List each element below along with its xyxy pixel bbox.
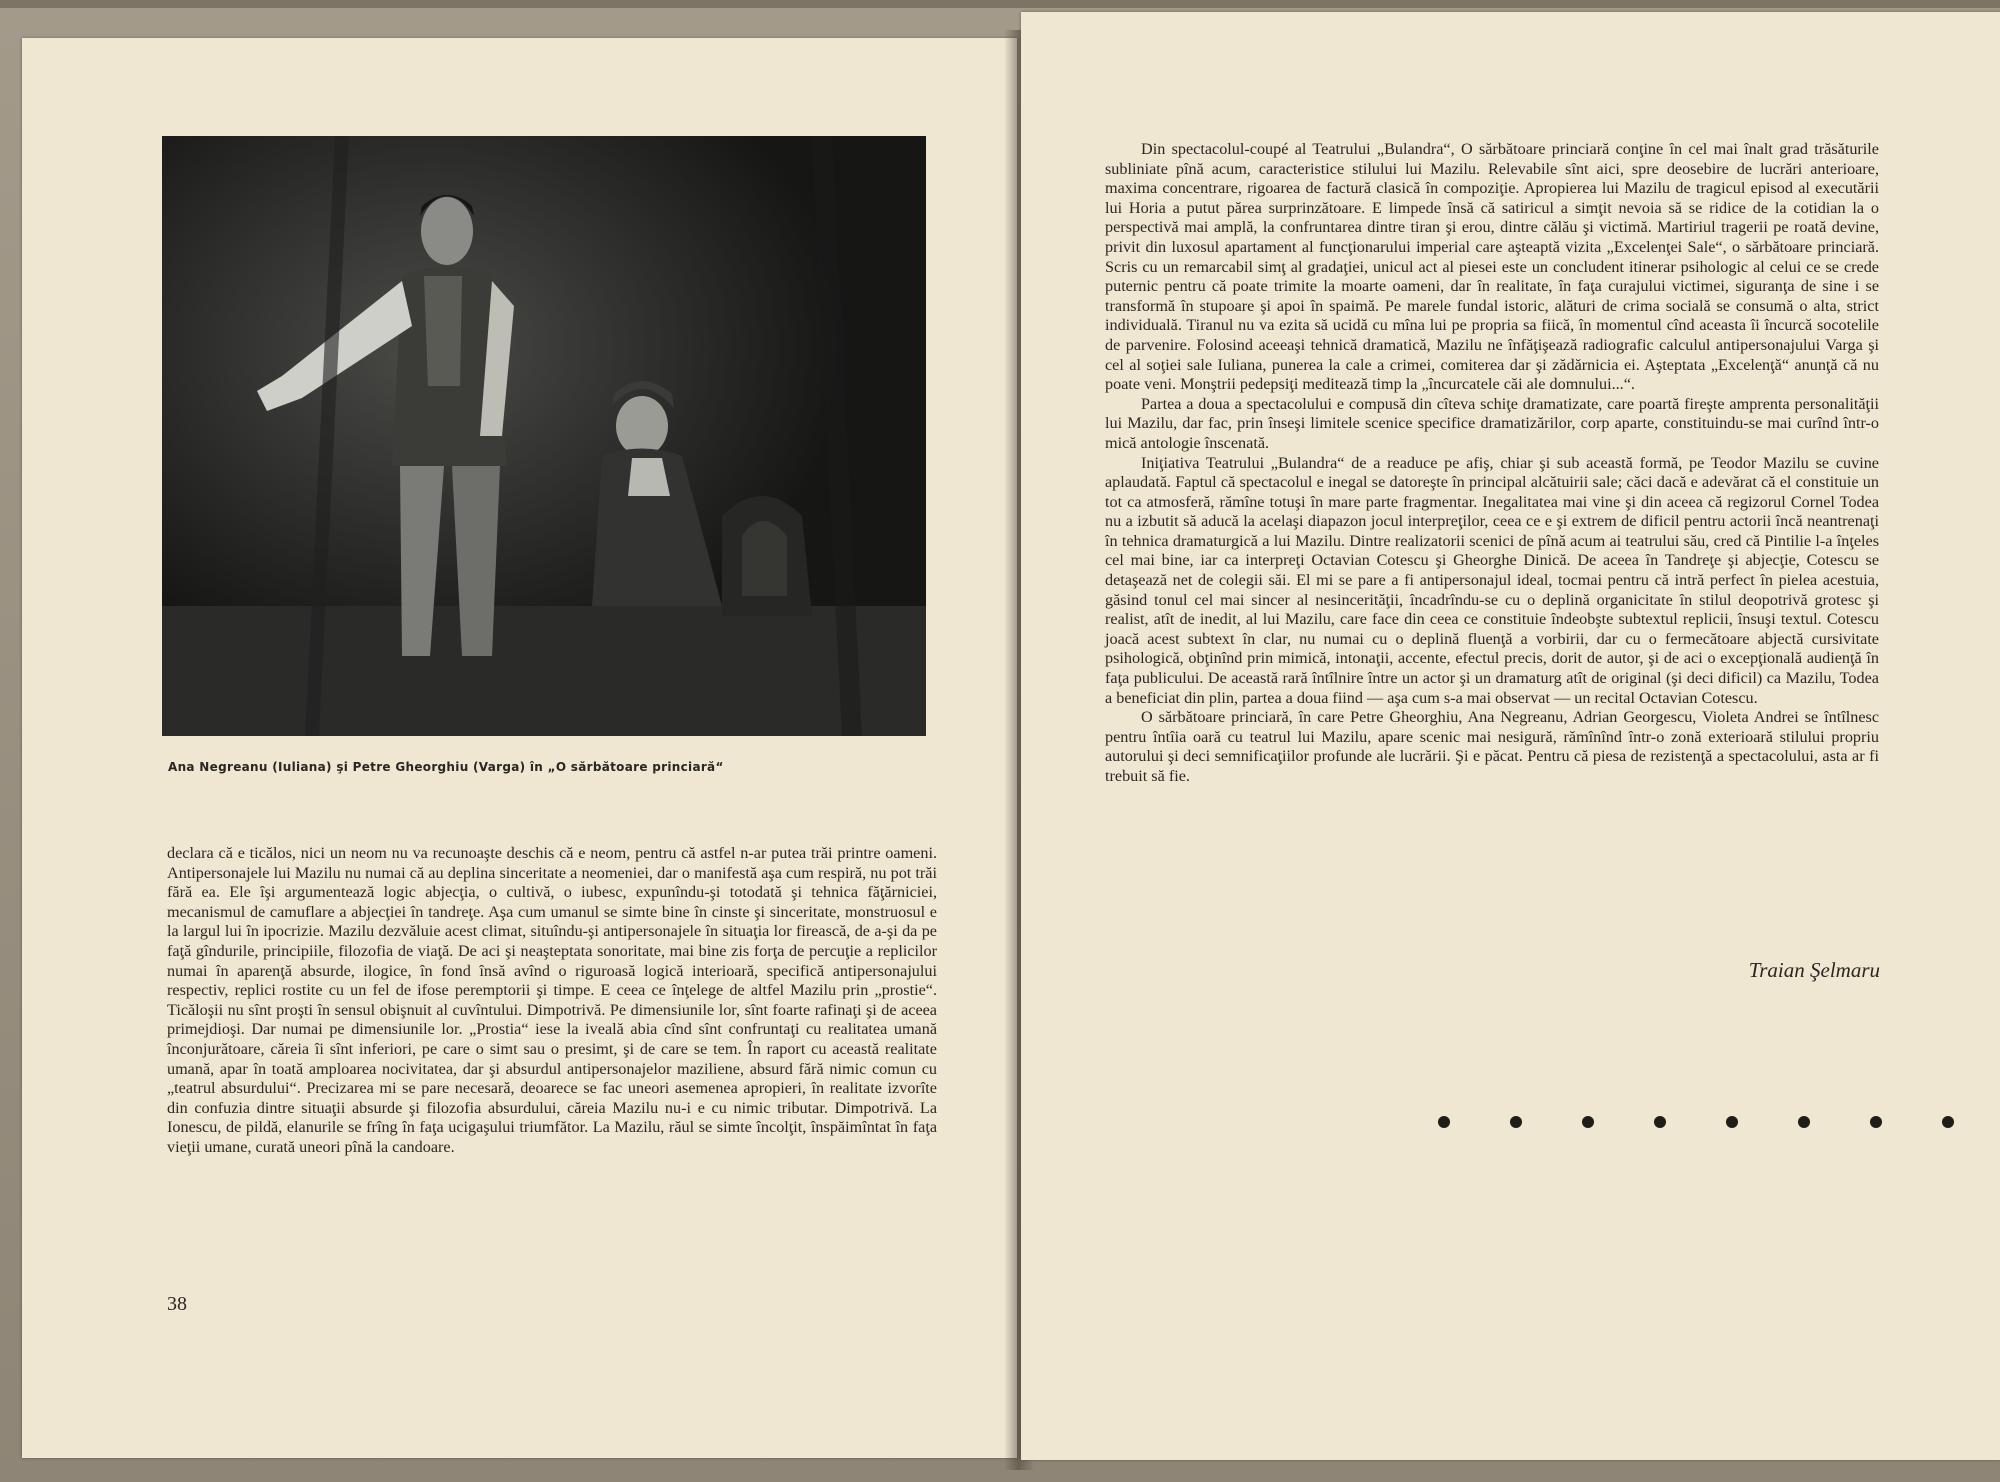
ornament-dot [1942,1116,1954,1128]
ornament-dot [1870,1116,1882,1128]
right-paragraph-4: O sărbătoare princiară, în care Petre Gheorghiu, Ana Negreanu, Adrian Georgescu, Violeta Andrei se întîlnesc pentru întîia oară cu teatrul lui Mazilu, apare scenic mai nesigură, rămînînd într-o zonă exterioară stilului propriu autorului şi deci semnificaţiilor profunde ale lucrării. Şi e păcat. Pentru că piesa de rezistenţă a spectacolului, asta ar fi trebuit să fie. [1105,708,1879,785]
section-end-dots [1021,1116,2000,1146]
ornament-dot [1582,1116,1594,1128]
ornament-dot [1438,1116,1450,1128]
right-page [1021,12,2000,1460]
right-paragraph-2: Partea a doua a spectacolului e compusă din cîteva schiţe dramatizate, care poartă fireşte amprenta personalităţii lui Mazilu, dar fac, prin înseşi limitele scenice specifice dramatizărilor, corp aparte, constituindu-se mai curînd într-o mică antologie înscenată. [1105,394,1879,452]
ornament-dot [1798,1116,1810,1128]
page-number: 38 [167,1293,187,1315]
right-paragraph-3: Iniţiativa Teatrului „Bulandra“ de a readuce pe afiş, chiar şi sub această formă, pe Teodor Mazilu se cuvine aplaudată. Faptul că spectacolul e inegal se datoreşte în principal alcătuirii sale; căci dacă e adevărat că el constituie un tot ca atmosferă, rămîne totuşi în mare parte fragmentar. Inegalitatea mai vine şi din aceea că regizorul Cornel Todea nu a izbutit să aducă la acelaşi diapazon jocul interpreţilor, ceea ce e şi extrem de dificil pentru actorii încă neantrenaţi în tehnica dramaturgică a lui Mazilu. Dintre realizatorii scenici de pînă acum ai teatrului său, cred că Pintilie l-a înţeles cel mai bine, iar ca interpreţi Octavian Cotescu şi Gheorghe Dinică. De aceea în Tandreţe şi abjecţie, Cotescu se detaşează net de colegii săi. El mi se pare a fi antipersonajul ideal, tocmai pentru că intră perfect în pielea acestuia, găsind tonul cel mai sincer al nesincerităţii, încadrîndu-se cu o deplină organicitate în stilul deopotrivă grotesc şi realist, atît de inedit, al lui Mazilu, care face din ceea ce constituie îndeobşte subtextul replicii, însuşi textul. Cotescu joacă acest subtext în clar, nu numai cu o deplină fluenţă a vorbirii, dar cu o fermecătoare abjectă cursivitate psihologică, obţinînd prin mimică, intonaţii, accente, efectul precis, dorit de autor, şi de aci o excepţională audienţă în faţa publicului. De această rară întîlnire între un actor şi un dramaturg atît de original (şi deci dificil) ca Mazilu, Todea a beneficiat din plin, partea a doua fiind — aşa cum s-a mai observat — un recital Octavian Cotescu. [1105,453,1879,707]
right-paragraph-1: Din spectacolul-coupé al Teatrului „Bulandra“, O sărbătoare princiară conţine în cel mai înalt grad trăsăturile subliniate pînă acum, caracteristice stilului lui Mazilu. Relevabile sînt aici, spre deosebire de lucrări anterioare, maxima concentrare, rigoarea de factură clasică în compoziţie. Apropierea lui Mazilu de tragicul episod al executării lui Horia a putut părea surprinzătoare. E limpede însă că satiricul a simţit nevoia să se ridice de la cotidian la o perspectivă mai amplă, la confruntarea dintre tiran şi erou, dintre călău şi victimă. Martiriul tragerii pe roată devine, privit din luxosul apartament al funcţionarului imperial care aşteaptă vizita „Excelenţei Sale“, o sărbătoare princiară. Scris cu un remarcabil simţ al gradaţiei, unicul act al piesei este un concludent itinerar psihologic al celui ce se crede puternic pentru că poate trimite la moarte oameni, dar în realitate, în faţa curajului victimei, siguranţa de sine i se transformă în stupoare şi apoi în spaimă. Pe marele fundal istoric, alături de crima socială se consumă o alta, strict individuală. Tiranul nu va ezita să ucidă cu mîna lui pe propria sa fiică, în momentul cînd aceasta îi încurcă socotelile de parvenire. Folosind aceeaşi tehnică dramatică, Mazilu ne înfăţişează radiografic calculul antipersonajului Varga şi cel al soţiei sale Iuliana, punerea la cale a crimei, comiterea dar şi zădărnicia ei. Aşteptata „Excelenţă“ anunţă că nu poate veni. Monştrii pedepsiţi meditează timp la „încurcatele căi ale domnului...“. [1105,140,1879,394]
left-page-body [167,844,937,1158]
ornament-dot [1726,1116,1738,1128]
ornament-dot [1654,1116,1666,1128]
left-page-paragraph: declara că e ticălos, nici un neom nu va recunoaşte deschis că e neom, pentru că astfel n-ar putea trăi printre oameni. Antipersonajele lui Mazilu nu numai că au deplina sinceritate a neomeniei, dar o manifestă aşa cum respiră, nu pot trăi fără ea. Ele îşi argumentează logic abjecţia, o cultivă, o iubesc, expunîndu-şi totodată şi tehnica făţărniciei, mecanismul de camuflare a abjecţiei în tandreţe. Aşa cum umanul se simte bine în cinste şi sinceritate, monstruosul e la largul lui în ipocrizie. Mazilu dezvăluie acest climat, situîndu-şi antipersonajele în situaţia lor firească, de a-şi da pe faţă gîndurile, principiile, filozofia de viaţă. De aci şi neaşteptata sonoritate, mai bine zis forţa de percuţie a replicilor numai în aparenţă absurde, ilogice, în fond însă avînd o riguroasă logică interioară, specifică antipersonajului respectiv, replici rostite cu un fel de ifose peremptorii şi timpe. E ceea ce înţelege de altfel Mazilu prin „prostie“. Ticăloşii nu sînt proşti în sensul obişnuit al cuvîntului. Dimpotrivă. Pe dimensiunile lor, sînt foarte rafinaţi şi de aceea primejdioşi. Dar numai pe dimensiunile lor. „Prostia“ iese la iveală abia cînd sînt confruntaţi cu realitatea umană înconjurătoare, căreia îi sînt inferiori, pe care o simt sau o presimt, şi de care se tem. În raport cu această realitate umană, apar în toată amploarea nocivitatea, dar şi absurdul antipersonajelor maziliene, absurd fără nimic comun cu „teatrul absurdului“. Precizarea mi se pare necesară, deoarece se fac uneori asemenea apropieri, în realitate izvorîte din confuzia dintre situaţii absurde şi filozofia absurdului, căreia Mazilu nu-i e cu nimic tributar. Dimpotrivă. La Ionescu, de pildă, elanurile se frîng în faţa ucigaşului triumfător. La Mazilu, răul se simte încolţit, înspăimîntat în faţa vieţii umane, curată uneori pînă la candoare. [167,844,937,1156]
left-page [22,38,1017,1458]
right-page-body [1105,140,1879,787]
author-signature: Traian Şelmaru [1748,958,1880,982]
stage-scene-illustration [162,136,926,736]
ornament-dot [1510,1116,1522,1128]
stage-photograph [162,136,926,736]
photo-caption: Ana Negreanu (Iuliana) şi Petre Gheorghiu (Varga) în „O sărbătoare princiară“ [168,760,724,774]
